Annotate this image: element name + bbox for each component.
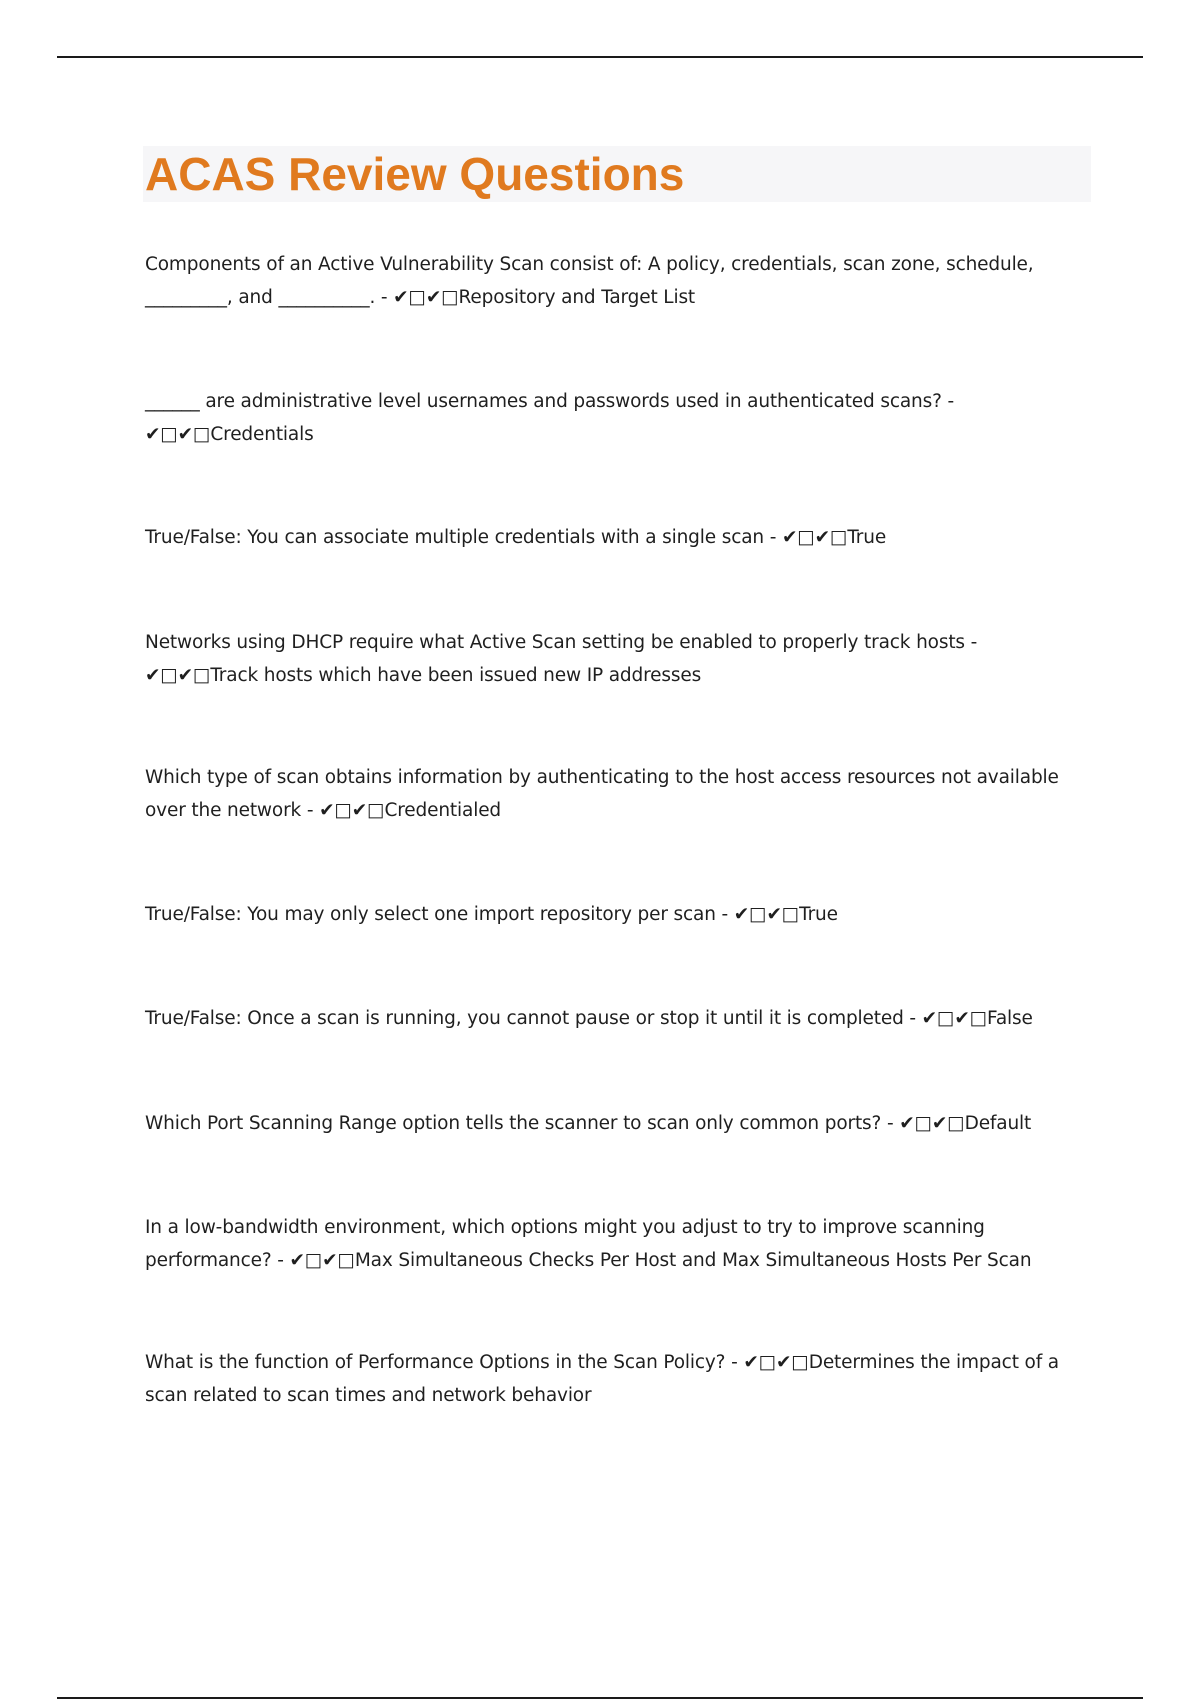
- answer-text: Default: [964, 1113, 1032, 1134]
- document-title: ACAS Review Questions: [145, 148, 685, 200]
- answer-separator: - ✔□✔□: [375, 286, 459, 308]
- qa-item-9: [145, 1212, 1075, 1277]
- question-text: Networks using DHCP require what Active Scan setting be enabled to properly track hosts: [145, 632, 965, 653]
- qa-item-5: [145, 762, 1075, 827]
- answer-text: Determines the impact of a scan related to scan times and network behavior: [145, 1352, 1059, 1406]
- qa-item-8: [145, 1108, 1075, 1141]
- answer-separator: - ✔□✔□: [725, 1352, 809, 1373]
- question-text: ______ are administrative level usernames and passwords used in authenticated scans?: [145, 391, 942, 412]
- qa-item-10: [145, 1347, 1075, 1412]
- question-text: What is the function of Performance Options in the Scan Policy?: [145, 1352, 726, 1373]
- answer-separator: - ✔□✔□: [903, 1008, 988, 1029]
- top-rule: [57, 56, 1143, 58]
- qa-item-4: [145, 627, 1075, 692]
- answer-separator: - ✔□✔□: [301, 799, 385, 821]
- answer-text: Credentials: [210, 423, 314, 445]
- answer-separator: - ✔□✔□: [145, 391, 955, 445]
- answer-text: Credentialed: [384, 799, 502, 821]
- answer-text: Max Simultaneous Checks Per Host and Max Simultaneous Hosts Per Scan: [354, 1249, 1032, 1271]
- question-text: Which type of scan obtains information by authenticating to the host access resources not available over the network: [145, 767, 1059, 821]
- question-text: In a low-bandwidth environment, which options might you adjust to try to improve scanning performance?: [145, 1217, 985, 1271]
- answer-separator: - ✔□✔□: [271, 1249, 355, 1271]
- bottom-rule: [57, 1697, 1143, 1699]
- answer-separator: - ✔□✔□: [715, 904, 800, 925]
- answer-text: False: [987, 1008, 1033, 1029]
- qa-item-2: [145, 386, 1075, 451]
- answer-text: Track hosts which have been issued new IP addresses: [210, 664, 702, 686]
- qa-item-1: [145, 249, 1075, 314]
- answer-text: True: [847, 527, 887, 548]
- answer-separator: - ✔□✔□: [881, 1113, 965, 1134]
- question-text: True/False: You can associate multiple credentials with a single scan: [145, 527, 764, 548]
- answer-separator: - ✔□✔□: [764, 527, 848, 548]
- qa-item-3: [145, 522, 1075, 555]
- question-text: Which Port Scanning Range option tells the scanner to scan only common ports?: [145, 1113, 882, 1134]
- answer-separator: - ✔□✔□: [145, 632, 978, 686]
- qa-item-7: [145, 1003, 1075, 1036]
- answer-text: Repository and Target List: [458, 286, 696, 308]
- question-text: Components of an Active Vulnerability Scan consist of: A policy, credentials, scan zone, schedule, _________, and __________.: [145, 254, 1034, 308]
- qa-item-6: [145, 899, 1075, 932]
- question-text: True/False: Once a scan is running, you cannot pause or stop it until it is completed: [145, 1008, 904, 1029]
- question-text: True/False: You may only select one import repository per scan: [145, 904, 716, 925]
- answer-text: True: [799, 904, 838, 925]
